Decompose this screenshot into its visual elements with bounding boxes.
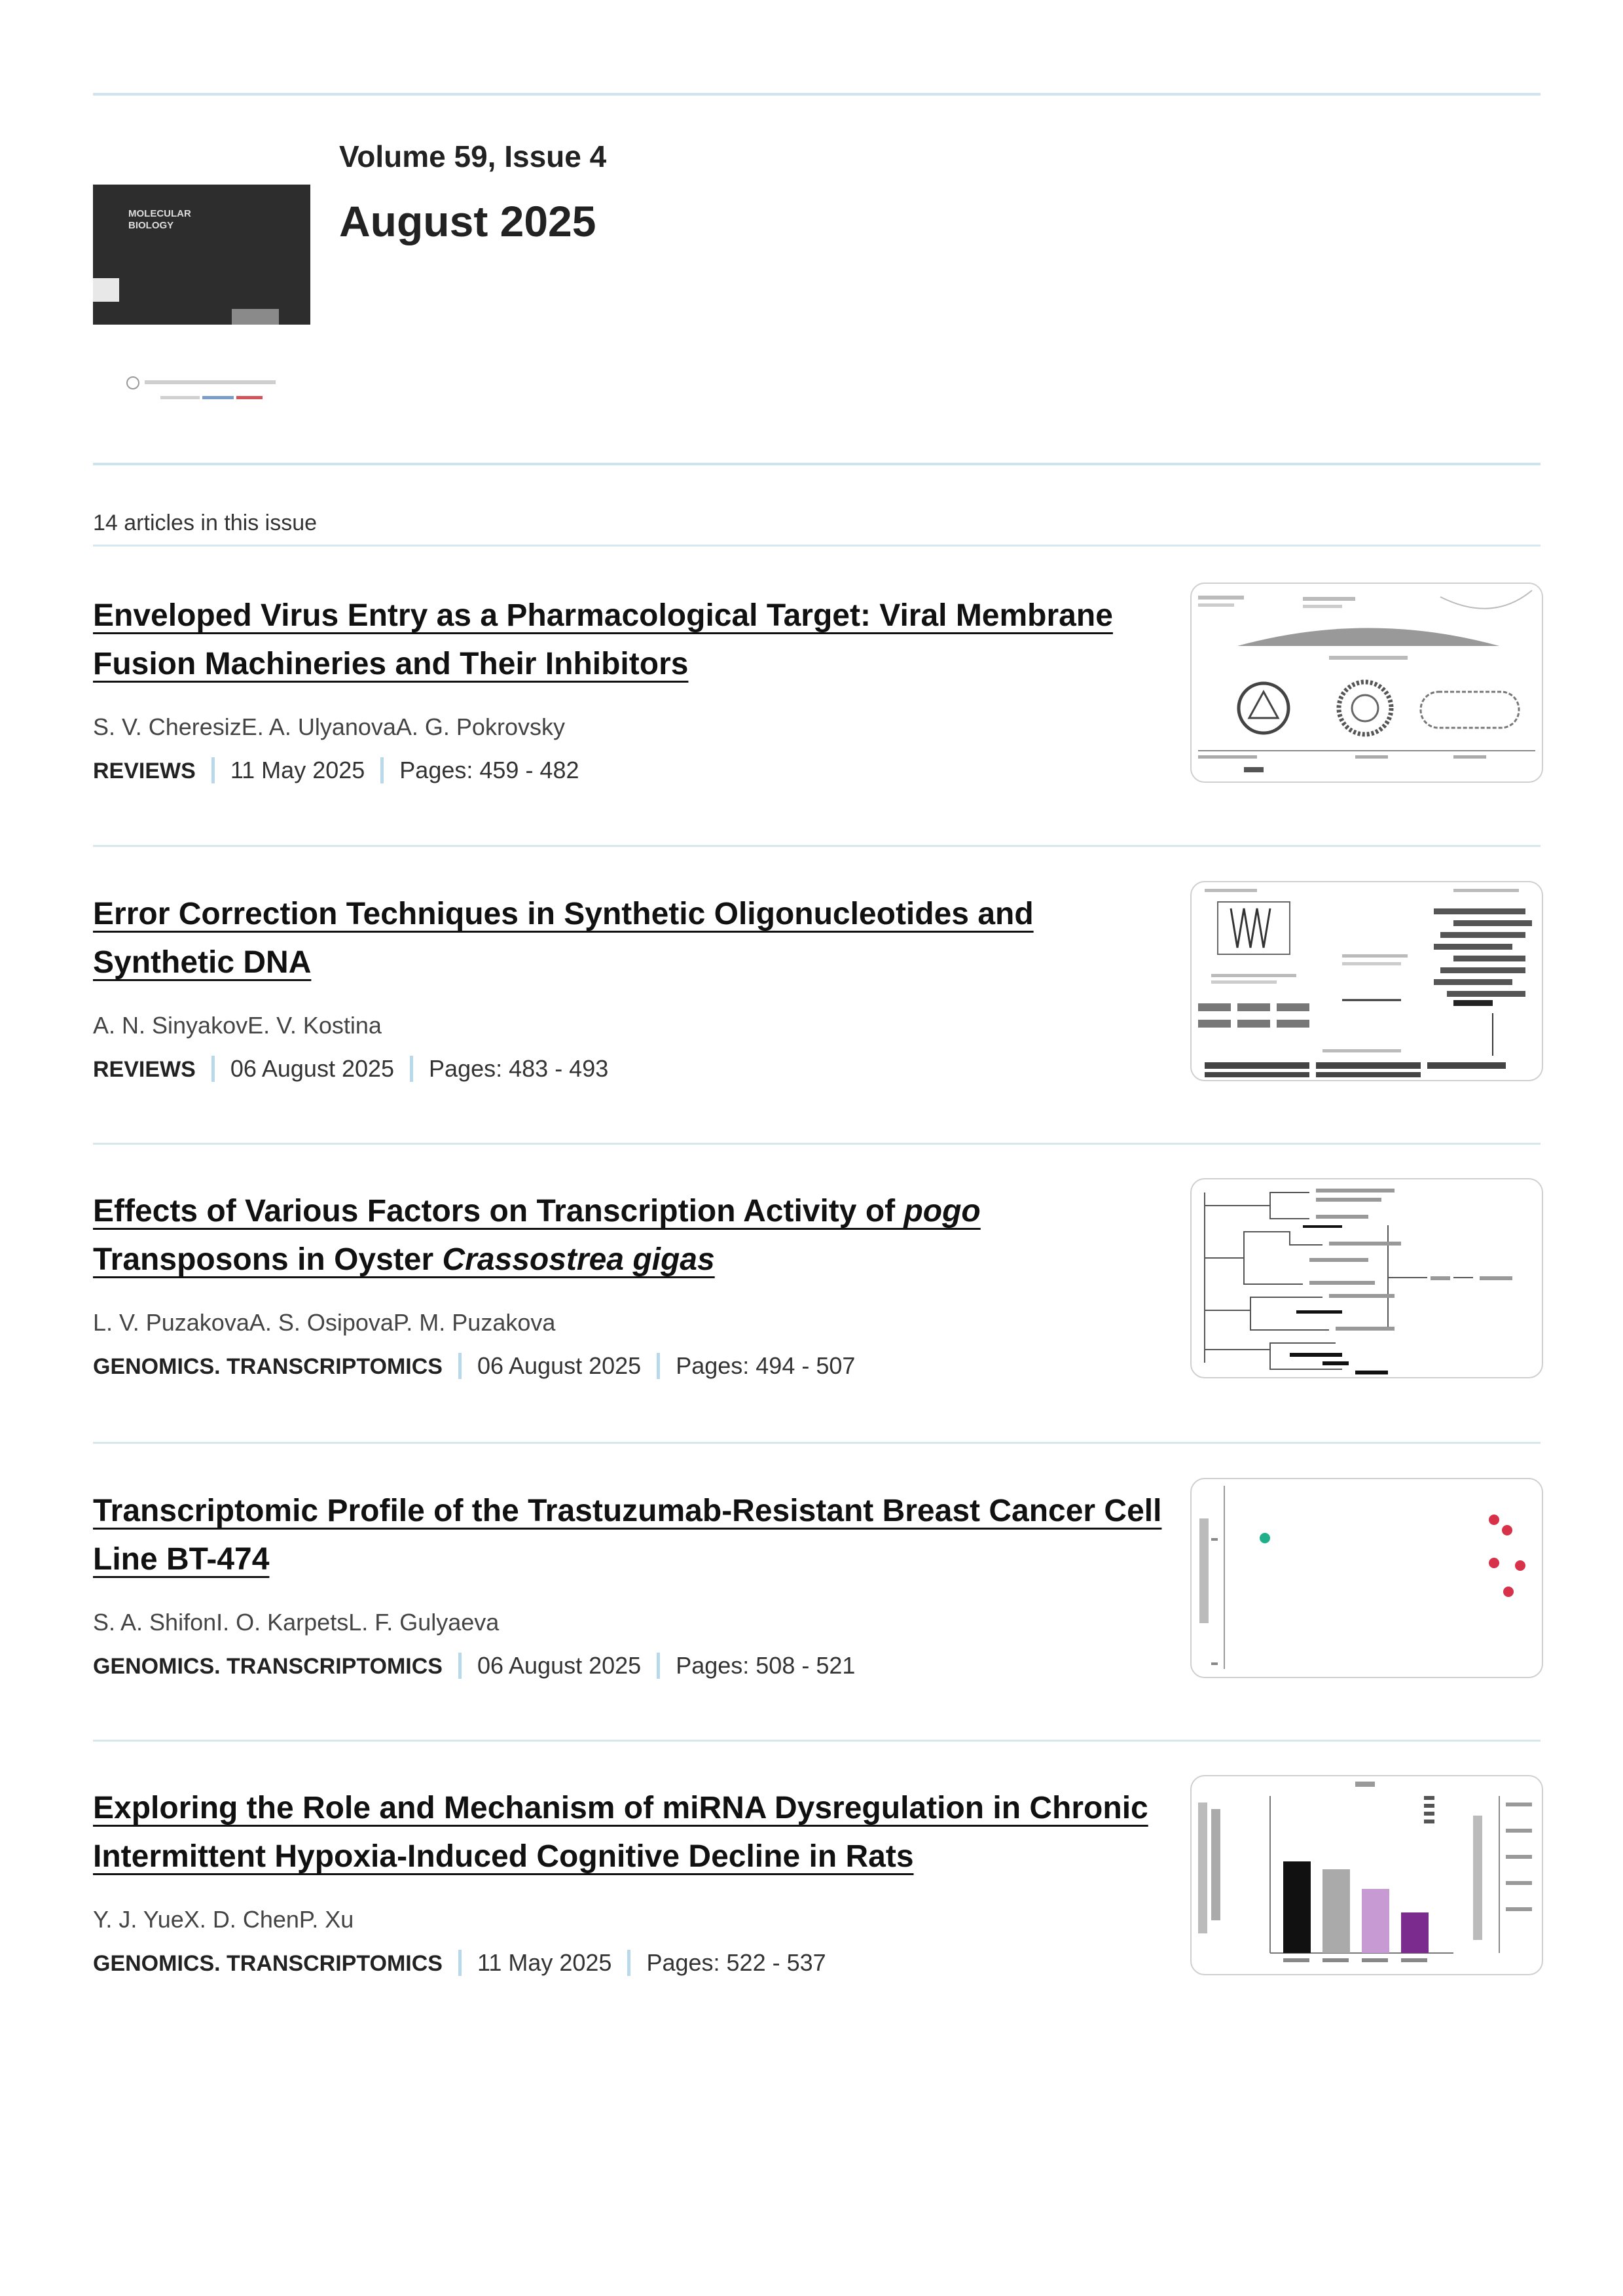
article-authors: S. V. CheresizE. A. UlyanovaA. G. Pokrovsky <box>93 713 565 740</box>
meta-separator <box>657 1353 660 1379</box>
article-meta <box>93 1055 608 1083</box>
article-authors: S. A. ShifonI. O. KarpetsL. F. Gulyaeva <box>93 1609 500 1636</box>
title-part: Transposons in Oyster <box>93 1242 443 1277</box>
article-date: 06 August 2025 <box>477 1652 642 1679</box>
article-card <box>93 1187 1541 1397</box>
article-title <box>93 890 1167 987</box>
article-title-link[interactable]: Transcriptomic Profile of the Trastuzumab-Resistant Breast Cancer Cell Line BT-474 <box>93 1494 1162 1577</box>
article-pages: Pages: 494 - 507 <box>676 1352 856 1379</box>
article-divider <box>93 1442 1541 1444</box>
article-title-link[interactable] <box>93 1194 981 1277</box>
meta-separator <box>458 1653 462 1679</box>
article-title <box>93 592 1167 689</box>
meta-separator <box>211 1056 215 1082</box>
title-part-italic: Crassostrea gigas <box>442 1242 715 1277</box>
article-divider <box>93 1143 1541 1145</box>
article-card <box>93 1487 1541 1696</box>
article-authors: L. V. PuzakovaA. S. OsipovaP. M. Puzakova <box>93 1309 556 1336</box>
article-title-link[interactable]: Exploring the Role and Mechanism of miRNA Dysregulation in Chronic Intermittent Hypoxia-Induced Cognitive Decline in Rats <box>93 1791 1148 1874</box>
article-title <box>93 1784 1167 1881</box>
article-meta <box>93 1949 826 1977</box>
title-part: Effects of Various Factors on Transcription Activity of <box>93 1194 904 1229</box>
publisher-logo-icon <box>121 370 285 409</box>
article-meta <box>93 757 579 784</box>
cover-title: MOLECULAR BIOLOGY <box>128 208 191 231</box>
meta-separator <box>458 1950 462 1976</box>
article-thumbnail[interactable] <box>1190 1178 1543 1378</box>
top-rule <box>93 93 1541 96</box>
article-authors: A. N. SinyakovE. V. Kostina <box>93 1012 382 1039</box>
meta-separator <box>627 1950 630 1976</box>
article-title <box>93 1487 1180 1584</box>
issue-date: August 2025 <box>339 197 596 245</box>
article-title-link[interactable]: Error Correction Techniques in Synthetic Oligonucleotides and Synthetic DNA <box>93 897 1034 980</box>
article-date: 11 May 2025 <box>477 1949 612 1976</box>
pca-scatter-icon <box>1192 1479 1542 1677</box>
article-pages: Pages: 508 - 521 <box>676 1652 856 1679</box>
article-thumbnail[interactable] <box>1190 1775 1543 1975</box>
header-rule <box>93 463 1541 465</box>
article-count: 14 articles in this issue <box>93 511 318 535</box>
title-part-italic: pogo <box>903 1194 981 1229</box>
meta-separator <box>657 1653 660 1679</box>
article-meta <box>93 1652 855 1679</box>
article-type-link[interactable]: GENOMICS. TRANSCRIPTOMICS <box>93 1354 443 1379</box>
phylogenetic-tree-icon <box>1192 1179 1542 1377</box>
article-thumbnail[interactable] <box>1190 1478 1543 1678</box>
cover-top-band <box>93 156 310 185</box>
dna-correction-diagram-icon <box>1192 882 1542 1080</box>
article-meta <box>93 1352 855 1380</box>
article-type-link[interactable]: REVIEWS <box>93 1057 196 1082</box>
article-pages: Pages: 483 - 493 <box>429 1055 609 1082</box>
cover-badge <box>93 278 119 302</box>
article-pages: Pages: 522 - 537 <box>646 1949 826 1976</box>
article-pages: Pages: 459 - 482 <box>399 757 579 783</box>
meta-separator <box>211 757 215 783</box>
cover-bar <box>232 309 279 325</box>
article-authors: Y. J. YueX. D. ChenP. Xu <box>93 1906 354 1933</box>
article-date: 11 May 2025 <box>230 757 365 783</box>
count-rule <box>93 545 1541 547</box>
meta-separator <box>458 1353 462 1379</box>
article-title-link[interactable]: Enveloped Virus Entry as a Pharmacological Target: Viral Membrane Fusion Machineries and Their Inhibitors <box>93 598 1113 681</box>
article-type-link[interactable]: GENOMICS. TRANSCRIPTOMICS <box>93 1654 443 1679</box>
article-card <box>93 890 1541 1100</box>
article-type-link[interactable]: GENOMICS. TRANSCRIPTOMICS <box>93 1951 443 1976</box>
article-divider <box>93 845 1541 847</box>
article-thumbnail[interactable] <box>1190 881 1543 1081</box>
meta-separator <box>380 757 384 783</box>
bar-chart-figure-icon <box>1192 1776 1542 1974</box>
article-type-link[interactable]: REVIEWS <box>93 759 196 783</box>
meta-separator <box>410 1056 413 1082</box>
article-date: 06 August 2025 <box>230 1055 395 1082</box>
article-card <box>93 1784 1541 1994</box>
virus-fusion-diagram-icon <box>1192 584 1542 781</box>
article-divider <box>93 1740 1541 1742</box>
issue-volume: Volume 59, Issue 4 <box>339 139 607 173</box>
article-thumbnail[interactable] <box>1190 583 1543 783</box>
article-date: 06 August 2025 <box>477 1352 642 1379</box>
article-card <box>93 592 1541 801</box>
article-title <box>93 1187 1010 1284</box>
